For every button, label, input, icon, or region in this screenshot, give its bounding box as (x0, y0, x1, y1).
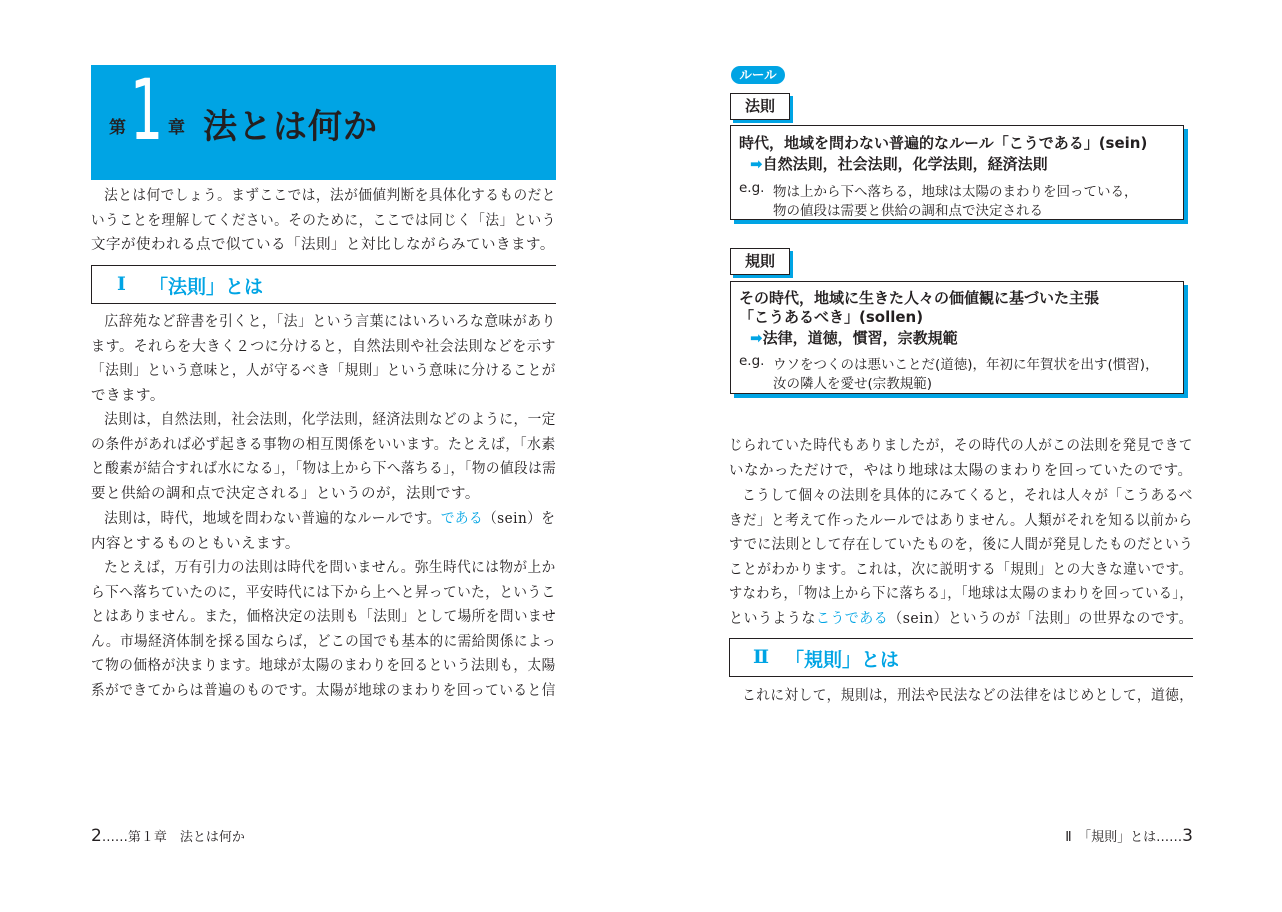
text-line: きだ」と考えて作ったルールではありません。人類がそれを知る以前から (729, 512, 1193, 529)
text-line: これに対して，規則は，刑法や民法などの法律をはじめとして，道徳， (742, 688, 1194, 704)
chapter-prefix: 第 (109, 118, 126, 138)
text-line: ん。市場経済体制を採る国ならば，どこの国でも基本的に需給関係によっ (91, 633, 557, 650)
left-footer (91, 826, 245, 846)
rule-badge: ルール (731, 66, 785, 84)
chapter-suffix: 章 (168, 118, 185, 138)
text-line: ことがわかります。これは，次に説明する「規則」との大きな違いです。 (729, 561, 1193, 578)
text-line: 内容とするものともいえます。 (91, 535, 300, 552)
text-line: 広辞苑など辞書を引くと，「法」という言葉にはいろいろな意味があり (104, 314, 556, 330)
text-line: いなかっただけで，やはり地球は太陽のまわりを回っていたのです。 (729, 462, 1193, 479)
text-line (91, 507, 556, 532)
page-number: 2 (91, 826, 102, 846)
heading-rule (91, 266, 92, 303)
definition-box-hosoku (730, 125, 1184, 220)
arrow-right-icon: ➡ (750, 329, 763, 347)
paragraph-5 (729, 484, 1193, 632)
definition-main: 「こうあるべき」(sollen) (739, 308, 924, 326)
arrow-right-icon: ➡ (750, 155, 763, 173)
definition-box-kisoku (730, 281, 1184, 394)
text-line: こうして個々の法則を具体的にみてくると，それは人々が「こうあるべ (742, 488, 1193, 504)
text-line: ら下へ落ちていたのに，平安時代には下から上へと昇っていた，というこ (91, 584, 556, 601)
text-line: 文字が使われる点で似ている「法則」と対比しながらみていきます。 (91, 237, 555, 254)
paragraph-6 (729, 684, 1193, 709)
text-line: 法則は，自然法則，社会法則，化学法則，経済法則などのように，一定 (104, 412, 556, 428)
eg-line: 物の値段は需要と供給の調和点で決定される (773, 203, 1043, 219)
paragraph-2 (91, 408, 556, 506)
text-segment: というような (729, 610, 816, 627)
intro-paragraph (91, 184, 556, 258)
text-line: じられていた時代もありましたが，その時代の人がこの法則を発見できて (729, 438, 1193, 454)
text-line: 法とは何でしょう。まずここでは，法が価値判断を具体化するものだと (104, 188, 556, 204)
eg-label: e.g. (739, 353, 765, 369)
highlight-sein: こうである (815, 610, 889, 627)
label-hosoku: 法則 (730, 93, 790, 120)
paragraph-4 (91, 556, 556, 704)
definition-main: 時代，地域を問わない普遍的なルール「こうである」(sein) (739, 134, 1148, 152)
text-line: すなわち，「物は上から下に落ちる」，「地球は太陽のまわりを回っている」， (729, 586, 1193, 603)
section-heading-1 (91, 265, 556, 304)
text-line: 系ができてからは普遍のものです。太陽が地球のまわりを回っていると信 (91, 682, 556, 699)
eg-line: 物は上から下へ落ちる，地球は太陽のまわりを回っている， (773, 184, 1138, 200)
definition-main: その時代，地域に生きた人々の価値観に基づいた主張 (739, 289, 1100, 307)
page-number: 3 (1182, 826, 1193, 846)
paragraph-1 (91, 310, 556, 408)
section-title: 「法則」とは (149, 276, 264, 298)
text-segment: 法則は，時代，地域を問わない普遍的なルールです。 (104, 511, 441, 527)
highlight-sein: である (440, 511, 484, 527)
text-line: て物の価格が決まります。地球が太陽のまわりを回るという法則も，太陽 (91, 658, 556, 675)
section-numeral: Ⅰ (117, 273, 126, 295)
text-segment: （sein）を (483, 511, 556, 527)
chapter-title: 法とは何か (203, 107, 378, 147)
running-head: Ⅱ 「規則」とは…… (1065, 830, 1183, 845)
section-numeral: Ⅱ (753, 646, 770, 668)
text-line: できます。 (91, 387, 165, 404)
section-heading-2 (729, 638, 1193, 677)
running-head: ……第１章 法とは何か (101, 830, 245, 845)
eg-line: ウソをつくのは悪いことだ(道徳)，年初に年賀状を出す(慣習)， (773, 357, 1159, 373)
right-footer (1065, 826, 1193, 846)
text-line: いうことを理解してください。そのために，ここでは同じく「法」という (91, 212, 556, 229)
text-line: とはありません。また，価格決定の法則も「法則」として場所を問いませ (91, 609, 557, 626)
paragraph-3 (91, 507, 556, 556)
text-line: の条件があれば必ず起きる事物の相互関係をいいます。たとえば，「水素 (91, 436, 556, 453)
text-line: と酸素が結合すれば水になる」，「物は上から下へ落ちる」，「物の値段は需 (91, 461, 557, 478)
paragraph-continued (729, 434, 1193, 483)
text-line: たとえば，万有引力の法則は時代を問いません。弥生時代には物が上か (104, 560, 556, 576)
heading-rule (729, 639, 730, 676)
text-segment: （sein）というのが「法則」の世界なのです。 (888, 610, 1194, 627)
eg-line: 汝の隣人を愛せ(宗教規範) (773, 376, 933, 392)
text-line: 要と供給の調和点で決定される」というのが，法則です。 (91, 485, 480, 502)
definition-examples: 自然法則，社会法則，化学法則，経済法則 (762, 155, 1048, 173)
text-line: ます。それらを大きく２つに分けると，自然法則や社会法則などを示す (91, 338, 556, 355)
text-line: 「法則」という意味と，人が守るべき「規則」という意味に分けることが (91, 363, 556, 380)
definition-examples-line (750, 327, 958, 348)
text-line: すでに法則として存在していたものを，後に人間が発見したものだという (729, 537, 1194, 554)
section-title: 「規則」とは (785, 649, 900, 671)
eg-label: e.g. (739, 180, 765, 196)
label-kisoku: 規則 (730, 248, 790, 275)
chapter-number: 1 (130, 61, 164, 159)
definition-examples-line (750, 153, 1048, 174)
text-line (729, 607, 1194, 632)
definition-examples: 法律，道徳，慣習，宗教規範 (762, 329, 958, 347)
